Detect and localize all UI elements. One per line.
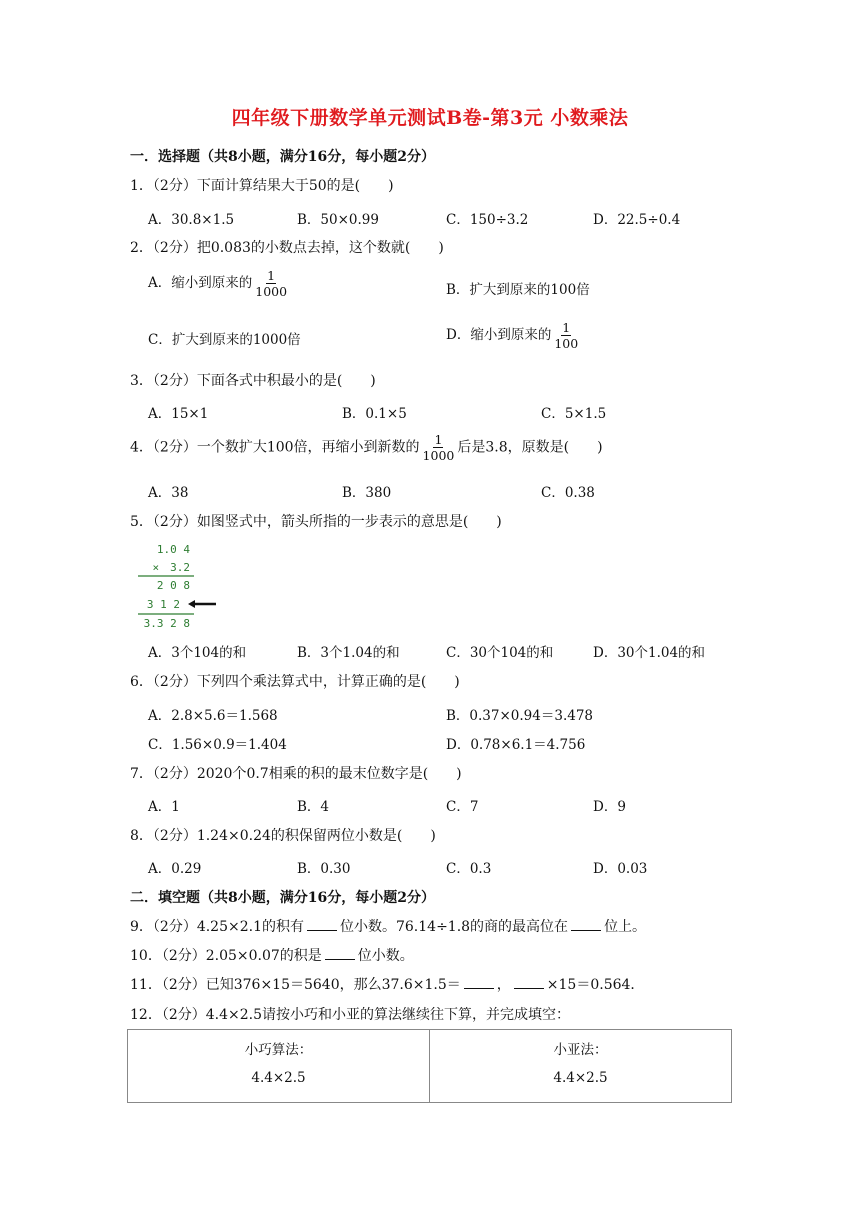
table-row [128, 1030, 732, 1103]
question-2-option-d-text: D．缩小到原来的 [446, 327, 552, 343]
answer-blank[interactable] [464, 976, 494, 989]
question-5-stem: 5．（2分）如图竖式中，箭头所指的一步表示的意思是( ) [130, 514, 502, 530]
fraction [422, 432, 456, 463]
question-11-part-3: ×15＝0.564． [546, 977, 645, 993]
question-2-option-c: C．扩大到原来的1000倍 [148, 332, 301, 348]
fraction-denominator: 1000 [422, 448, 455, 463]
question-2-option-d [446, 320, 581, 351]
question-8-option-b: B．0.30 [297, 861, 351, 877]
answer-blank[interactable] [514, 976, 544, 989]
question-6-stem: 6．（2分）下列四个乘法算式中，计算正确的是( ) [130, 674, 460, 690]
left-method-expression: 4.4×2.5 [251, 1070, 306, 1086]
question-5-option-b: B．3个1.04的和 [297, 645, 400, 661]
question-8-option-a: A．0.29 [148, 861, 202, 877]
question-6-option-a: A．2.8×5.6＝1.568 [148, 708, 278, 724]
question-5-option-d: D．30个1.04的和 [593, 645, 706, 661]
fraction-numerator: 1 [434, 432, 443, 447]
question-9 [130, 916, 646, 936]
question-3-stem: 3．（2分）下面各式中积最小的是( ) [130, 373, 376, 389]
question-6-option-c: C．1.56×0.9＝1.404 [148, 737, 287, 753]
algorithm-table [127, 1029, 732, 1103]
question-2-option-a [148, 268, 290, 299]
question-8-stem: 8．（2分）1.24×0.24的积保留两位小数是( ) [130, 828, 436, 844]
figure-line-2: × 3.2 [152, 561, 190, 574]
question-11-part-1: 11．（2分）已知376×15＝5640，那么37.6×1.5＝ [130, 977, 461, 993]
question-9-part-3: 位上。 [604, 919, 647, 935]
question-1-stem: 1．（2分）下面计算结果大于50的是( ) [130, 178, 394, 194]
figure-line-3: 2 0 8 [156, 579, 190, 592]
fraction-numerator: 1 [562, 320, 571, 335]
question-1-option-b: B．50×0.99 [297, 212, 379, 228]
question-8-option-c: C．0.3 [446, 861, 492, 877]
question-11 [130, 974, 644, 994]
fraction-denominator: 1000 [255, 284, 288, 299]
question-4-option-a: A．38 [148, 485, 189, 501]
question-2-option-a-text: A．缩小到原来的 [148, 275, 253, 291]
question-4-stem-post: 后是3.8，原数是( ) [457, 439, 603, 456]
figure-line-5: 3.3 2 8 [143, 617, 190, 630]
section-fill-heading: 二．填空题（共8小题，满分16分，每小题2分） [130, 890, 435, 906]
question-4-option-c: C．0.38 [541, 485, 595, 501]
question-7-option-c: C．7 [446, 799, 479, 815]
question-1-option-c: C．150÷3.2 [446, 212, 529, 228]
figure-line-1: 1.0 4 [156, 543, 190, 556]
question-8-option-d: D．0.03 [593, 861, 648, 877]
question-10-part-2: 位小数。 [357, 948, 414, 964]
answer-blank[interactable] [325, 947, 355, 960]
fraction-denominator: 100 [554, 336, 579, 351]
figure-text-group [144, 543, 191, 630]
question-3-option-c: C．5×1.5 [541, 406, 607, 422]
vertical-multiplication-svg [132, 541, 222, 633]
arrow-icon [188, 600, 216, 608]
question-11-part-2: ， [496, 977, 511, 993]
section-choice-heading: 一．选择题（共8小题，满分16分，每小题2分） [130, 149, 435, 165]
question-1-option-d: D．22.5÷0.4 [593, 212, 681, 228]
left-method-heading: 小巧算法： [244, 1042, 313, 1058]
question-7-option-a: A．1 [148, 799, 180, 815]
fraction-numerator: 1 [267, 268, 276, 283]
question-9-part-1: 9．（2分）4.25×2.1的积有 [130, 919, 304, 935]
question-7-stem: 7．（2分）2020个0.7相乘的积的最末位数字是( ) [130, 766, 462, 782]
question-10-part-1: 10．（2分）2.05×0.07的积是 [130, 948, 322, 964]
fraction [553, 320, 579, 351]
question-6-option-b: B．0.37×0.94＝3.478 [446, 708, 593, 724]
question-3-option-a: A．15×1 [148, 406, 209, 422]
question-5-option-c: C．30个104的和 [446, 645, 554, 661]
right-method-expression: 4.4×2.5 [553, 1070, 608, 1086]
vertical-multiplication-figure [132, 541, 222, 633]
right-method-cell [430, 1030, 732, 1103]
question-10 [130, 945, 414, 965]
question-1-option-a: A．30.8×1.5 [148, 212, 235, 228]
question-4-stem-pre: 4．（2分）一个数扩大100倍，再缩小到新数的 [130, 439, 420, 456]
figure-line-4: 3 1 2 [146, 598, 180, 611]
left-method-cell [128, 1030, 430, 1103]
answer-blank[interactable] [307, 918, 337, 931]
page-title: 四年级下册数学单元测试B卷-第3元 小数乘法 [231, 107, 629, 129]
question-9-part-2: 位小数。76.14÷1.8的商的最高位在 [339, 919, 569, 935]
question-2-option-b: B．扩大到原来的100倍 [446, 282, 590, 298]
question-4-option-b: B．380 [342, 485, 392, 501]
right-method-heading: 小亚法： [553, 1042, 608, 1058]
question-12-stem: 12．（2分）4.4×2.5请按小巧和小亚的算法继续往下算，并完成填空： [130, 1007, 570, 1023]
question-7-option-b: B．4 [297, 799, 330, 815]
question-4-stem [130, 432, 603, 463]
question-2-stem: 2．（2分）把0.083的小数点去掉，这个数就( ) [130, 240, 444, 256]
answer-blank[interactable] [571, 918, 601, 931]
question-5-option-a: A．3个104的和 [148, 645, 247, 661]
question-3-option-b: B．0.1×5 [342, 406, 407, 422]
fraction [254, 268, 288, 299]
question-7-option-d: D．9 [593, 799, 626, 815]
question-6-option-d: D．0.78×6.1＝4.756 [446, 737, 586, 753]
